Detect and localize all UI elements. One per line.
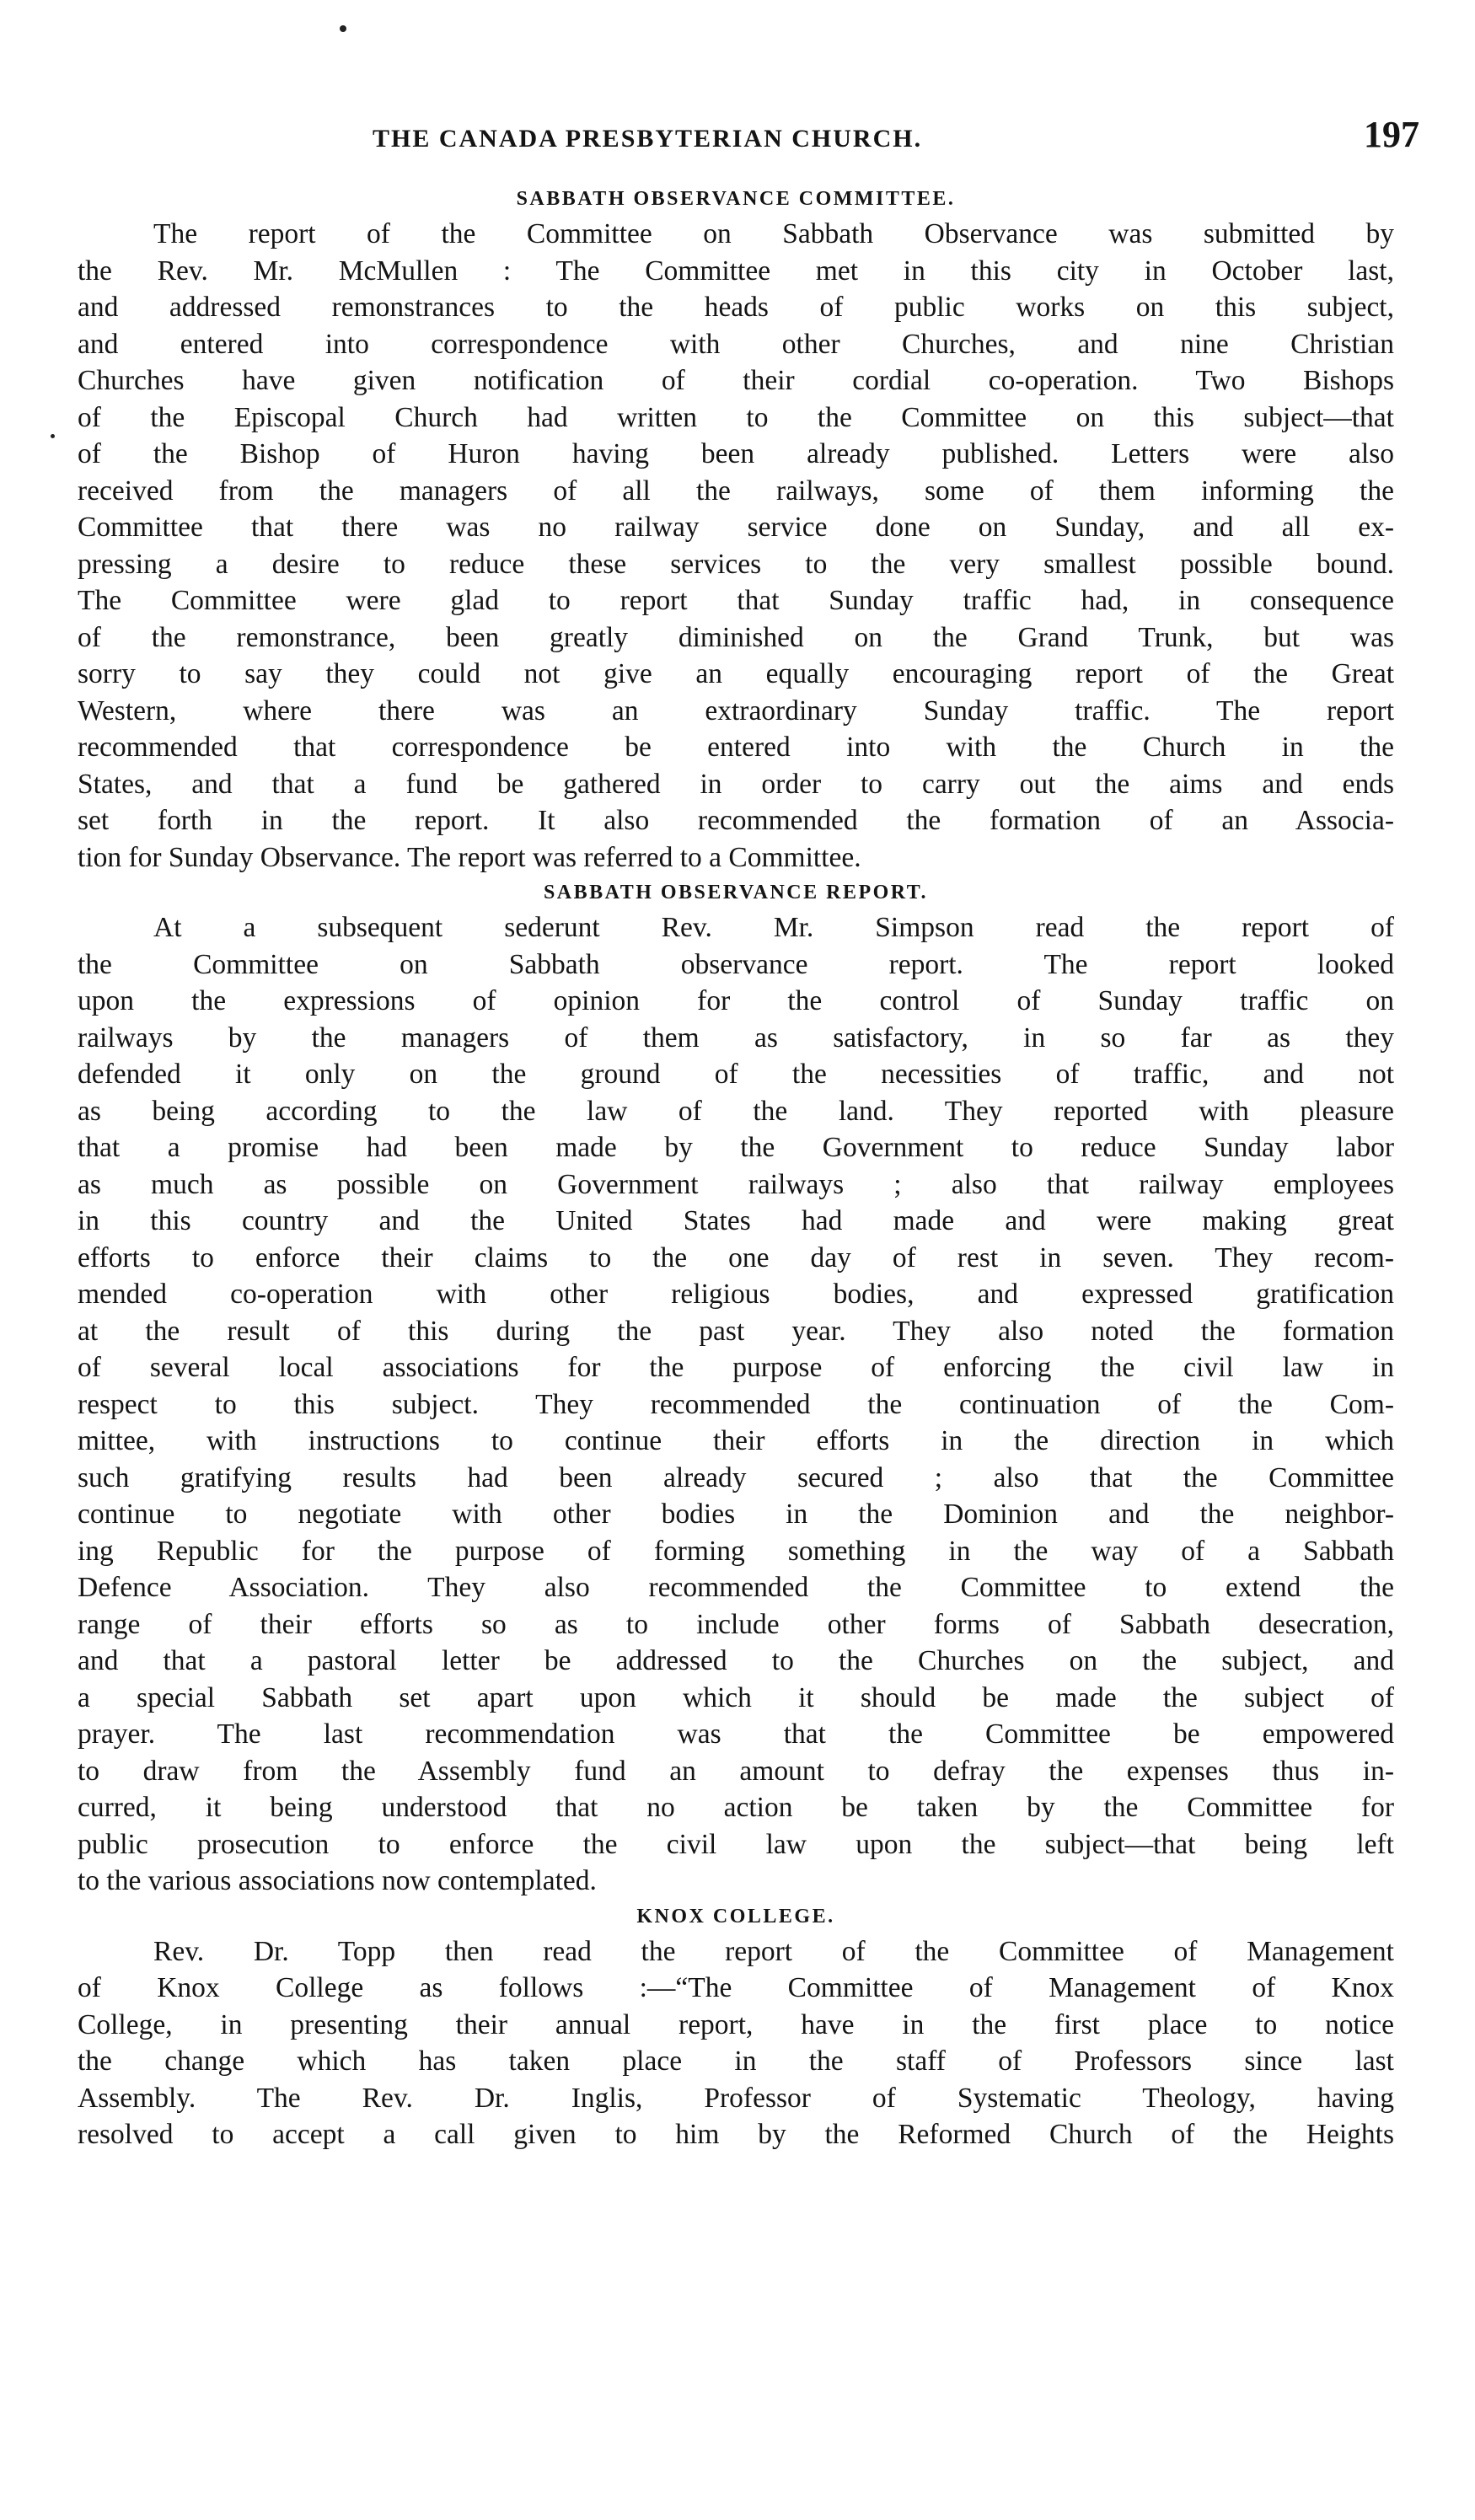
section-heading: SABBATH OBSERVANCE REPORT. — [543, 882, 929, 903]
text-line: defended it only on the ground of the necessities of traffic, and not — [78, 1059, 1394, 1090]
text-line: that a promise had been made by the Government to reduce Sunday labor — [78, 1132, 1394, 1163]
text-line: in this country and the United States had made and were making great — [78, 1205, 1394, 1236]
text-line: public prosecution to enforce the civil law upon the subject—that being left — [78, 1828, 1394, 1860]
text-line: such gratifying results had been already secured ; also that the Committee — [78, 1461, 1394, 1493]
text-line: sorry to say they could not give an equally encouraging report of the Great — [78, 658, 1394, 689]
text-line: a special Sabbath set apart upon which it should be made the subject of — [78, 1681, 1394, 1713]
text-line: at the result of this during the past year. They also noted the formation — [78, 1315, 1394, 1347]
text-line: to draw from the Assembly fund an amount to defray the expenses thus in- — [78, 1755, 1394, 1787]
text-line: Assembly. The Rev. Dr. Inglis, Professor of Systematic Theology, having — [78, 2082, 1394, 2114]
text-line: tion for Sunday Observance. The report was referred to a Committee. — [78, 841, 861, 873]
running-title: THE CANADA PRESBYTERIAN CHURCH. — [373, 125, 923, 153]
text-line: of the remonstrance, been greatly diminished on the Grand Trunk, but was — [78, 621, 1394, 653]
text-line: to the various associations now contemplated. — [78, 1865, 597, 1896]
book-page — [78, 110, 1419, 2153]
text-line: of several local associations for the purpose of enforcing the civil law in — [78, 1352, 1394, 1383]
text-line: States, and that a fund be gathered in order to carry out the aims and ends — [78, 768, 1394, 800]
text-line: The report of the Committee on Sabbath Observance was submitted by — [153, 218, 1394, 249]
section-body — [78, 909, 1394, 1900]
text-line: efforts to enforce their claims to the one day of rest in seven. They recom- — [78, 1241, 1394, 1273]
text-line: respect to this subject. They recommended the continuation of the Com- — [78, 1388, 1394, 1420]
text-line: mittee, with instructions to continue their efforts in the direction in which — [78, 1425, 1394, 1456]
text-line: as much as possible on Government railways ; also that railway employees — [78, 1168, 1394, 1200]
section-heading: KNOX COLLEGE. — [636, 1905, 835, 1928]
text-line: of the Episcopal Church had written to the Committee on this subject—that — [78, 401, 1394, 433]
text-line: continue to negotiate with other bodies in the Dominion and the neighbor- — [78, 1499, 1394, 1530]
section-body — [78, 1933, 1394, 2153]
text-line: the Rev. Mr. McMullen : The Committee met in this city in October last, — [78, 255, 1394, 287]
text-line: mended co-operation with other religious bodies, and expressed gratification — [78, 1279, 1394, 1310]
text-line: The Committee were glad to report that Sunday traffic had, in consequence — [78, 585, 1394, 616]
text-line: and entered into correspondence with other Churches, and nine Christian — [78, 328, 1394, 360]
text-line: of Knox College as follows :—“The Committee of Management of Knox — [78, 1972, 1394, 2003]
text-line: the Committee on Sabbath observance report. The report looked — [78, 948, 1394, 980]
text-line: recommended that correspondence be entered into with the Church in the — [78, 732, 1394, 763]
text-line: of the Bishop of Huron having been already published. Letters were also — [78, 438, 1394, 469]
text-line: At a subsequent sederunt Rev. Mr. Simpson read the report of — [153, 912, 1394, 943]
text-line: range of their efforts so as to include other forms of Sabbath desecration, — [78, 1608, 1394, 1640]
page-speck — [51, 434, 55, 438]
page-speck — [340, 25, 346, 32]
text-line: upon the expressions of opinion for the control of Sunday traffic on — [78, 985, 1394, 1016]
text-line: pressing a desire to reduce these services to the very smallest possible bound. — [78, 548, 1394, 580]
text-line: Western, where there was an extraordinary Sunday traffic. The report — [78, 694, 1394, 727]
text-line: College, in presenting their annual report, have in the first place to notice — [78, 2008, 1394, 2040]
text-line: Churches have given notification of their cordial co-operation. Two Bishops — [78, 365, 1394, 396]
text-line: set forth in the report. It also recommended the formation of an Associa- — [78, 805, 1394, 836]
text-line: received from the managers of all the railways, some of them informing the — [78, 475, 1394, 507]
text-line: the change which has taken place in the staff of Professors since last — [78, 2045, 1394, 2077]
section-body — [78, 216, 1394, 876]
text-line: ing Republic for the purpose of forming something in the way of a Sabbath — [78, 1535, 1394, 1567]
text-line: as being according to the law of the land. They reported with pleasure — [78, 1095, 1394, 1127]
text-line: and that a pastoral letter be addressed to the Churches on the subject, and — [78, 1645, 1394, 1676]
text-line: Committee that there was no railway service done on Sunday, and all ex- — [78, 512, 1394, 543]
page-number: 197 — [1364, 114, 1419, 155]
text-line: railways by the managers of them as satisfactory, in so far as they — [78, 1021, 1394, 1054]
text-line: Rev. Dr. Topp then read the report of the Committee of Management — [153, 1935, 1394, 1967]
text-line: prayer. The last recommendation was that the Committee be empowered — [78, 1718, 1394, 1750]
text-line: Defence Association. They also recommended the Committee to extend the — [78, 1572, 1394, 1603]
text-line: curred, it being understood that no action be taken by the Committee for — [78, 1792, 1394, 1823]
section-heading: SABBATH OBSERVANCE COMMITTEE. — [516, 188, 956, 210]
text-line: and addressed remonstrances to the heads of public works on this subject, — [78, 292, 1394, 323]
text-line: resolved to accept a call given to him by the Reformed Church of the Heights — [78, 2119, 1394, 2150]
running-head — [78, 110, 1419, 169]
